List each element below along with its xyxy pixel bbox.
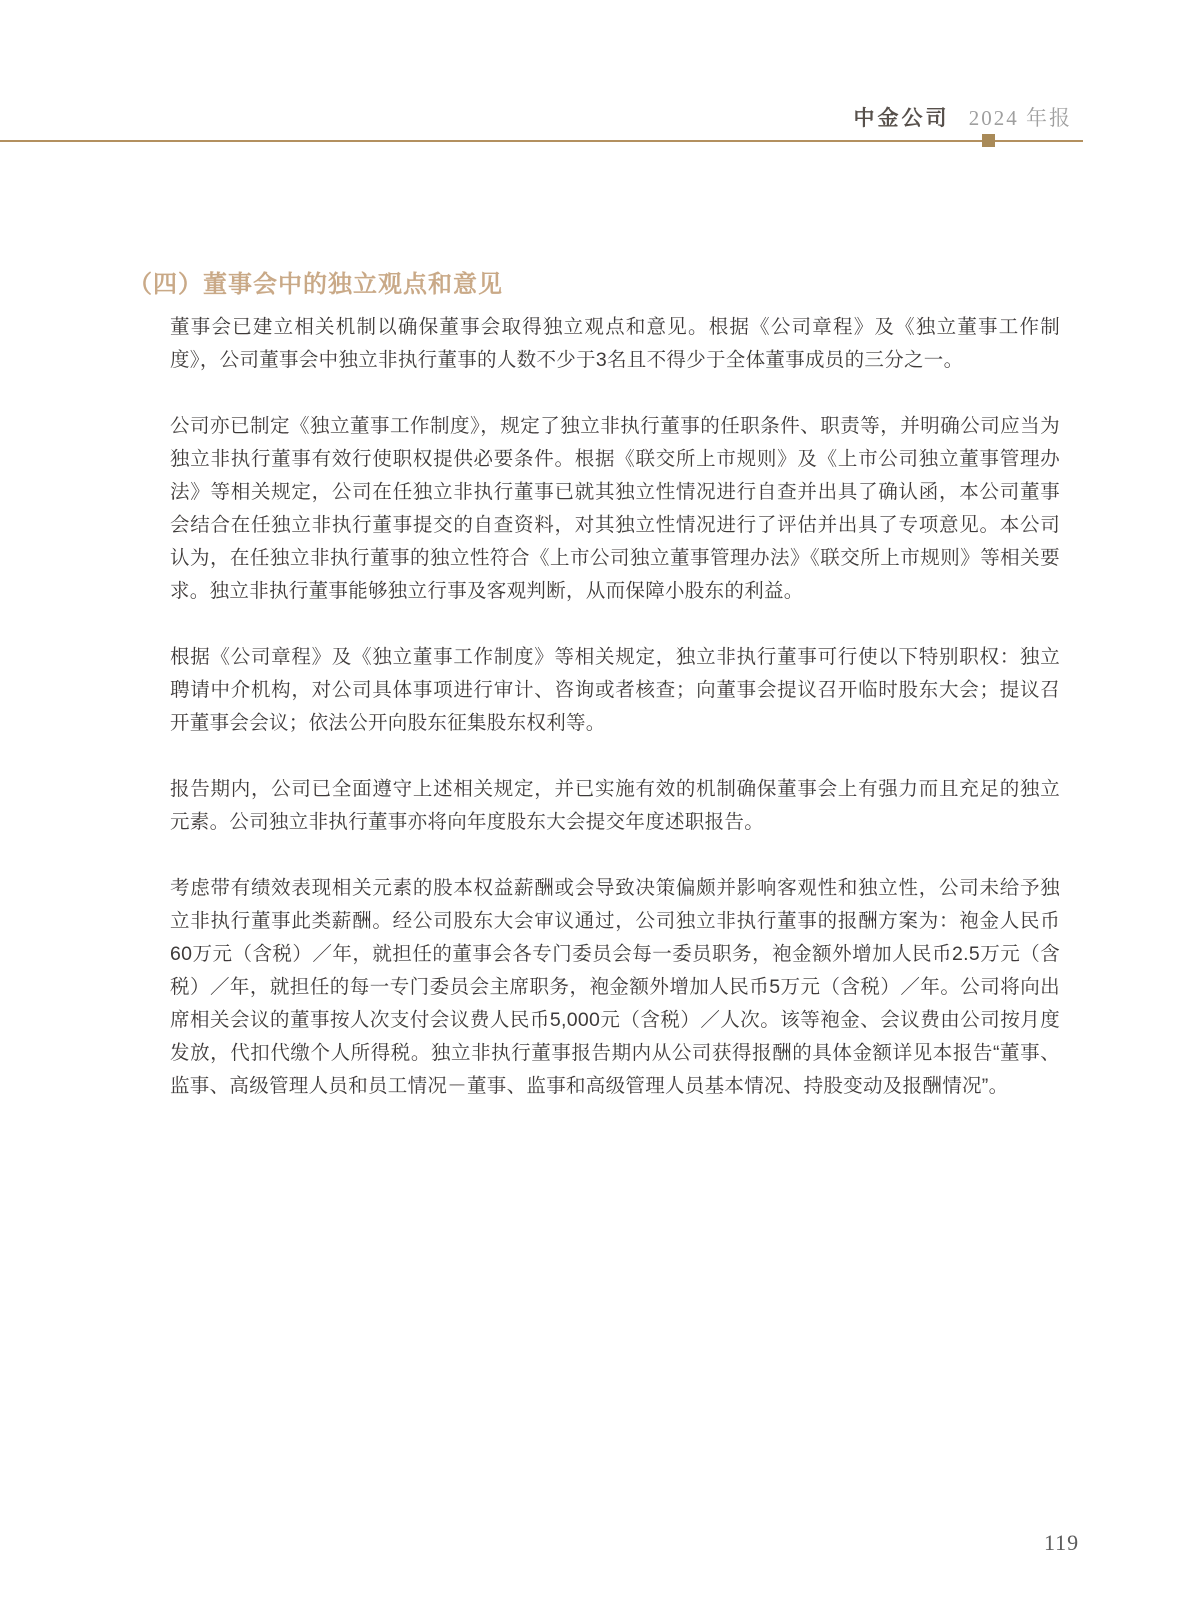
report-edition: 2024 年报 [968, 106, 1072, 130]
paragraph-1: 董事会已建立相关机制以确保董事会取得独立观点和意见。根据《公司章程》及《独立董事工作制度》，公司董事会中独立非执行董事的人数不少于3名且不得少于全体董事成员的三分之一。 [170, 316, 1060, 371]
paragraph-4: 报告期内，公司已全面遵守上述相关规定，并已实施有效的机制确保董事会上有强力而且充足的独立元素。公司独立非执行董事亦将向年度股东大会提交年度述职报告。 [170, 778, 1060, 833]
section-heading: （四）董事会中的独立观点和意见 [128, 271, 503, 298]
company-name: 中金公司 [853, 106, 950, 130]
paragraph-3: 根据《公司章程》及《独立董事工作制度》等相关规定，独立非执行董事可行使以下特别职权：独立聘请中介机构，对公司具体事项进行审计、咨询或者核查；向董事会提议召开临时股东大会；提议召开董事会会议；依法公开向股东征集股东权利等。 [170, 646, 1060, 734]
paragraph-2: 公司亦已制定《独立董事工作制度》，规定了独立非执行董事的任职条件、职责等，并明确公司应当为独立非执行董事有效行使职权提供必要条件。根据《联交所上市规则》及《上市公司独立董事管理办法》等相关规定，公司在任独立非执行董事已就其独立性情况进行自查并出具了确认函，本公司董事会结合在任独立非执行董事提交的自查资料，对其独立性情况进行了评估并出具了专项意见。本公司认为，在任独立非执行董事的独立性符合《上市公司独立董事管理办法》《联交所上市规则》等相关要求。独立非执行董事能够独立行事及客观判断，从而保障小股东的利益。 [170, 415, 1060, 602]
page-header [854, 102, 1073, 132]
header-rule [0, 140, 1083, 142]
page-number: 119 [1044, 1530, 1080, 1555]
rule-square-marker [982, 134, 995, 147]
paragraph-5: 考虑带有绩效表现相关元素的股本权益薪酬或会导致决策偏颇并影响客观性和独立性，公司未给予独立非执行董事此类薪酬。经公司股东大会审议通过，公司独立非执行董事的报酬方案为：袍金人民币60万元（含税）／年，就担任的董事会各专门委员会每一委员职务，袍金额外增加人民币2.5万元（含税）／年，就担任的每一专门委员会主席职务，袍金额外增加人民币5万元（含税）／年。公司将向出席相关会议的董事按人次支付会议费人民币5,000元（含税）／人次。该等袍金、会议费由公司按月度发放，代扣代缴个人所得税。独立非执行董事报告期内从公司获得报酬的具体金额详见本报告“董事、监事、高级管理人员和员工情况－董事、监事和高级管理人员基本情况、持股变动及报酬情况”。 [170, 877, 1060, 1097]
section-body [170, 311, 1060, 1136]
